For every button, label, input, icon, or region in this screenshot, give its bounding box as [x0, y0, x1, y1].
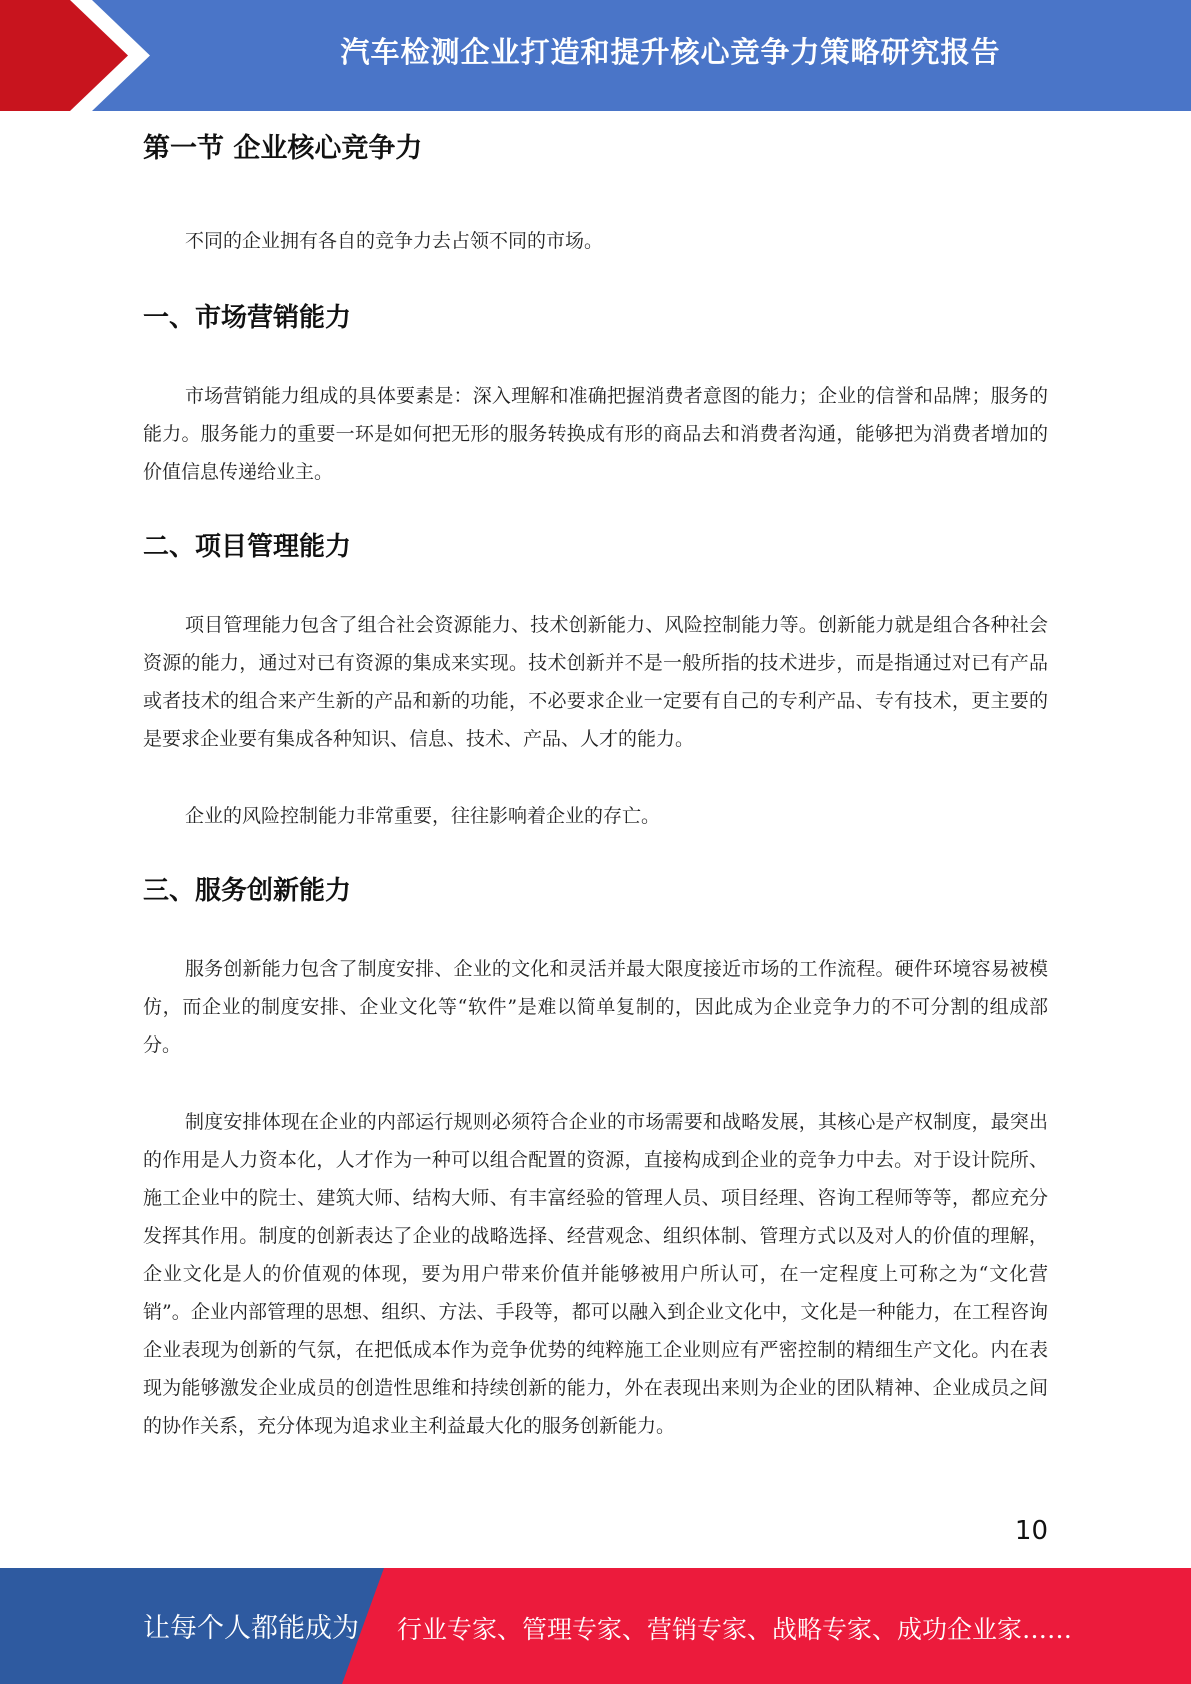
subsection-title-project-management: 二、项目管理能力 — [143, 532, 352, 562]
footer-slogan-right: 行业专家、管理专家、营销专家、战略专家、成功企业家…… — [397, 1615, 1073, 1644]
paragraph-institutional-arrangement: 制度安排体现在企业的内部运行规则必须符合企业的市场需要和战略发展，其核心是产权制度，最突出的作用是人力资本化，人才作为一种可以组合配置的资源，直接构成到企业的竞争力中去。对于设计院所、施工企业中的院士、建筑大师、结构大师、有丰富经验的管理人员、项目经理、咨询工程师等等，都应充分发挥其作用。制度的创新表达了企业的战略选择、经营观念、组织体制、管理方式以及对人的价值的理解，企业文化是人的价值观的体现，要为用户带来价值并能够被用户所认可，在一定程度上可称之为“文化营销”。企业内部管理的思想、组织、方法、手段等，都可以融入到企业文化中，文化是一种能力，在工程咨询企业表现为创新的气氛，在把低成本作为竞争优势的纯粹施工企业则应有严密控制的精细生产文化。内在表现为能够激发企业成员的创造性思维和持续创新的能力，外在表现出来则为企业的团队精神、企业成员之间的协作关系，充分体现为追求业主利益最大化的服务创新能力。 — [143, 1111, 1048, 1437]
section-intro: 不同的企业拥有各自的竞争力去占领不同的市场。 — [185, 230, 604, 252]
paragraph-marketing: 市场营销能力组成的具体要素是：深入理解和准确把握消费者意图的能力；企业的信誉和品牌；服务的能力。服务能力的重要一环是如何把无形的服务转换成有形的商品去和消费者沟通，能够把为消费者增加的价值信息传递给业主。 — [143, 385, 1048, 483]
subsection-title-service-innovation: 三、服务创新能力 — [143, 876, 352, 906]
page-number: 10 — [1014, 1516, 1048, 1546]
footer-slogan-left: 让每个人都能成为 — [143, 1613, 359, 1644]
paragraph-project-management: 项目管理能力包含了组合社会资源能力、技术创新能力、风险控制能力等。创新能力就是组合各种社会资源的能力，通过对已有资源的集成来实现。技术创新并不是一般所指的技术进步，而是指通过对已有产品或者技术的组合来产生新的产品和新的功能，不必要求企业一定要有自己的专利产品、专有技术，更主要的是要求企业要有集成各种知识、信息、技术、产品、人才的能力。 — [143, 614, 1048, 750]
subsection-title-marketing: 一、市场营销能力 — [143, 303, 352, 333]
paragraph-risk-control: 企业的风险控制能力非常重要，往往影响着企业的存亡。 — [185, 805, 661, 827]
section-title: 第一节 企业核心竞争力 — [143, 133, 423, 164]
report-title: 汽车检测企业打造和提升核心竞争力策略研究报告 — [340, 34, 1001, 69]
paragraph-service-innovation: 服务创新能力包含了制度安排、企业的文化和灵活并最大限度接近市场的工作流程。硬件环境容易被模仿，而企业的制度安排、企业文化等“软件”是难以简单复制的，因此成为企业竞争力的不可分割的组成部分。 — [143, 958, 1048, 1056]
